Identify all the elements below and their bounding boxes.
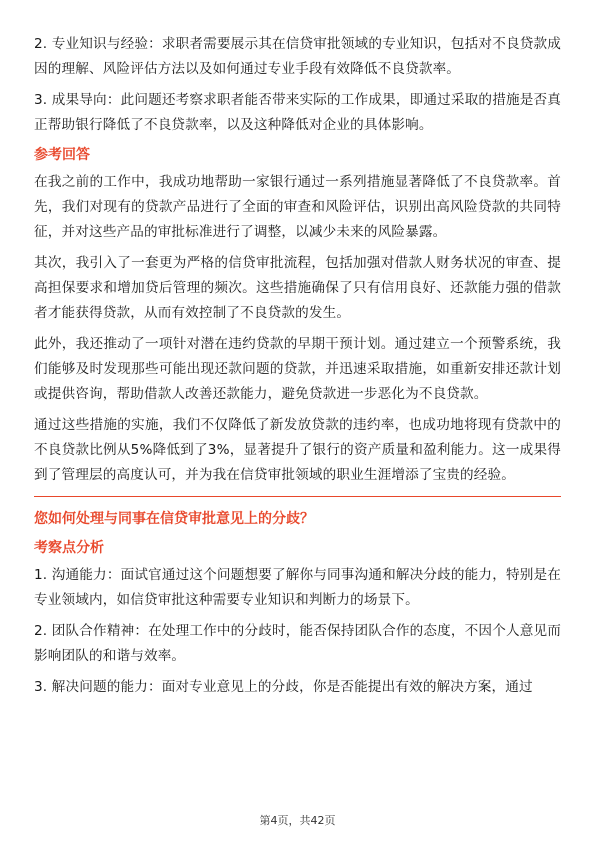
question-title: 您如何处理与同事在信贷审批意见上的分歧？	[34, 511, 314, 527]
answer-paragraph: 其次，我引入了一套更为严格的信贷审批流程，包括加强对借款人财务状况的审查、提高担保要求和增加贷后管理的频次。这些措施确保了只有信用良好、还款能力强的借款者才能获得贷款，从而有效控制了不良贷款的发生。	[34, 255, 561, 321]
analysis-item: 1. 沟通能力：面试官通过这个问题想要了解你与同事沟通和解决分歧的能力，特别是在专业领域内，如信贷审批这种需要专业知识和判断力的场景下。	[34, 567, 561, 608]
analysis-item: 3. 解决问题的能力：面对专业意见上的分歧，你是否能提出有效的解决方案，通过	[34, 679, 533, 695]
analysis-heading: 考察点分析	[34, 540, 104, 556]
answer-paragraph: 通过这些措施的实施，我们不仅降低了新发放贷款的违约率，也成功地将现有贷款中的不良贷款比例从5%降低到了3%，显著提升了银行的资产质量和盈利能力。这一成果得到了管理层的高度认可，并为我在信贷审批领域的职业生涯增添了宝贵的经验。	[34, 417, 561, 483]
reference-answer-heading: 参考回答	[34, 147, 90, 163]
document-page	[34, 32, 561, 706]
analysis-item: 2. 专业知识与经验：求职者需要展示其在信贷审批领域的专业知识，包括对不良贷款成因的理解、风险评估方法以及如何通过专业手段有效降低不良贷款率。	[34, 36, 561, 77]
section-divider	[34, 496, 561, 497]
answer-paragraph: 此外，我还推动了一项针对潜在违约贷款的早期干预计划。通过建立一个预警系统，我们能够及时发现那些可能出现还款问题的贷款，并迅速采取措施，如重新安排还款计划或提供咨询，帮助借款人改善还款能力，避免贷款进一步恶化为不良贷款。	[34, 336, 561, 402]
answer-paragraph: 在我之前的工作中，我成功地帮助一家银行通过一系列措施显著降低了不良贷款率。首先，我们对现有的贷款产品进行了全面的审查和风险评估，识别出高风险贷款的共同特征，并对这些产品的审批标准进行了调整，以减少未来的风险暴露。	[34, 174, 561, 240]
analysis-item: 2. 团队合作精神：在处理工作中的分歧时，能否保持团队合作的态度，不因个人意见而影响团队的和谐与效率。	[34, 623, 561, 664]
analysis-item: 3. 成果导向：此问题还考察求职者能否带来实际的工作成果，即通过采取的措施是否真正帮助银行降低了不良贷款率，以及这种降低对企业的具体影响。	[34, 92, 561, 133]
page-number: 第4页，共42页	[259, 814, 336, 827]
